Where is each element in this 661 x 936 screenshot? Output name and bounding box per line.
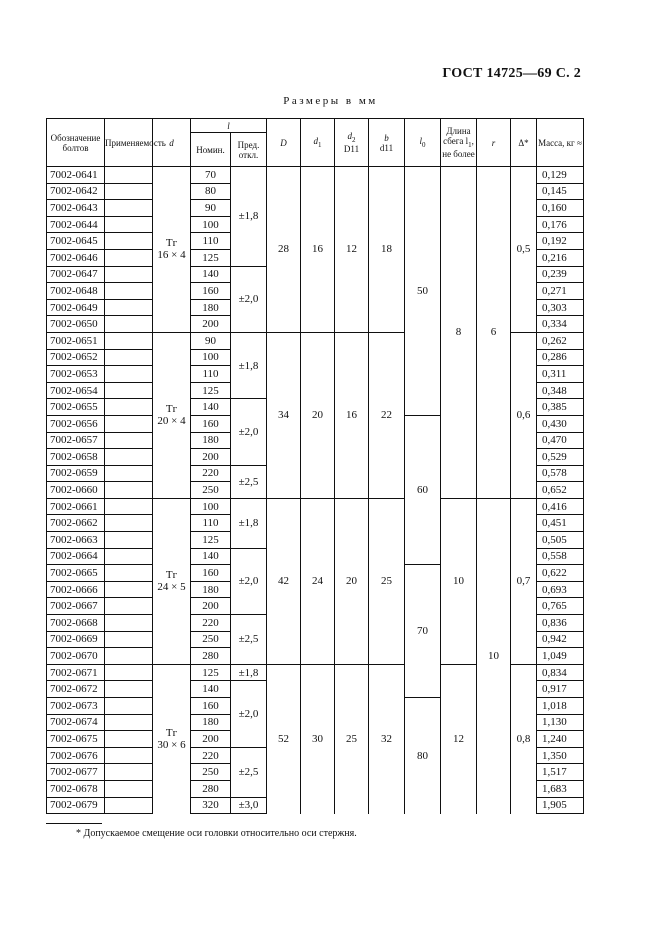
applicability-cell [105, 249, 153, 266]
applicability-cell [105, 747, 153, 764]
length-nominal: 200 [191, 449, 231, 466]
value-l0: 60 [405, 415, 441, 564]
length-nominal: 100 [191, 349, 231, 366]
applicability-cell [105, 200, 153, 217]
mass-value: 0,834 [537, 664, 584, 681]
applicability-cell [105, 382, 153, 399]
bolt-code: 7002-0647 [47, 266, 105, 283]
applicability-cell [105, 664, 153, 681]
bolt-code: 7002-0657 [47, 432, 105, 449]
bolt-code: 7002-0641 [47, 167, 105, 184]
applicability-cell [105, 233, 153, 250]
value-l0: 80 [405, 698, 441, 814]
value-ldev: ±1,8 [231, 167, 267, 267]
value-delta: 0,7 [511, 498, 537, 664]
mass-value: 0,334 [537, 316, 584, 333]
length-nominal: 140 [191, 399, 231, 416]
mass-value: 0,470 [537, 432, 584, 449]
mass-value: 0,529 [537, 449, 584, 466]
col-D: D [267, 119, 301, 167]
applicability-cell [105, 432, 153, 449]
value-r: 10 [477, 498, 511, 813]
length-nominal: 160 [191, 283, 231, 300]
applicability-cell [105, 266, 153, 283]
value-b: 22 [369, 332, 405, 498]
applicability-cell [105, 764, 153, 781]
length-nominal: 320 [191, 797, 231, 814]
applicability-cell [105, 349, 153, 366]
mass-value: 0,622 [537, 565, 584, 582]
length-nominal: 100 [191, 498, 231, 515]
applicability-cell [105, 598, 153, 615]
col-b: b d11 [369, 119, 405, 167]
bolt-code: 7002-0663 [47, 532, 105, 549]
applicability-cell [105, 515, 153, 532]
mass-value: 0,192 [537, 233, 584, 250]
length-nominal: 220 [191, 465, 231, 482]
value-ldev: ±1,8 [231, 498, 267, 548]
applicability-cell [105, 631, 153, 648]
col-delta: Δ* [511, 119, 537, 167]
bolt-code: 7002-0669 [47, 631, 105, 648]
bolt-code: 7002-0672 [47, 681, 105, 698]
footnote: * Допускаемое смещение оси головки относительно оси стержня. [76, 828, 357, 839]
bolt-code: 7002-0658 [47, 449, 105, 466]
length-nominal: 125 [191, 664, 231, 681]
bolt-code: 7002-0677 [47, 764, 105, 781]
thread-size: Тг 30 × 6 [153, 664, 191, 813]
bolt-code: 7002-0652 [47, 349, 105, 366]
applicability-cell [105, 714, 153, 731]
value-l0: 70 [405, 565, 441, 698]
length-nominal: 140 [191, 681, 231, 698]
mass-value: 1,018 [537, 698, 584, 715]
value-delta: 0,6 [511, 332, 537, 498]
value-ldev: ±2,5 [231, 615, 267, 665]
length-nominal: 200 [191, 598, 231, 615]
length-nominal: 140 [191, 548, 231, 565]
mass-value: 0,160 [537, 200, 584, 217]
bolt-code: 7002-0659 [47, 465, 105, 482]
length-nominal: 200 [191, 316, 231, 333]
mass-value: 0,303 [537, 299, 584, 316]
value-ldev: ±2,0 [231, 266, 267, 332]
col-runout: Длина сбега $l_1$, не более [441, 119, 477, 167]
value-delta: 0,8 [511, 664, 537, 813]
value-D: 42 [267, 498, 301, 664]
length-nominal: 125 [191, 249, 231, 266]
bolt-code: 7002-0674 [47, 714, 105, 731]
mass-value: 0,836 [537, 615, 584, 632]
thread-size: Тг 16 × 4 [153, 167, 191, 333]
applicability-cell [105, 780, 153, 797]
applicability-cell [105, 216, 153, 233]
mass-value: 0,942 [537, 631, 584, 648]
table-row [47, 167, 584, 184]
length-nominal: 280 [191, 780, 231, 797]
length-nominal: 90 [191, 332, 231, 349]
applicability-cell [105, 648, 153, 665]
mass-value: 0,176 [537, 216, 584, 233]
applicability-cell [105, 698, 153, 715]
applicability-cell [105, 681, 153, 698]
mass-value: 0,505 [537, 532, 584, 549]
mass-value: 1,683 [537, 780, 584, 797]
bolt-code: 7002-0660 [47, 482, 105, 499]
value-ldev: ±3,0 [231, 797, 267, 814]
table-row [47, 498, 584, 515]
applicability-cell [105, 482, 153, 499]
applicability-cell [105, 532, 153, 549]
col-l0: $l_0$ [405, 119, 441, 167]
value-d2: 20 [335, 498, 369, 664]
mass-value: 0,917 [537, 681, 584, 698]
bolt-code: 7002-0649 [47, 299, 105, 316]
mass-value: 1,240 [537, 731, 584, 748]
value-D: 34 [267, 332, 301, 498]
value-d2: 25 [335, 664, 369, 813]
value-b: 32 [369, 664, 405, 813]
mass-value: 0,765 [537, 598, 584, 615]
mass-value: 0,239 [537, 266, 584, 283]
applicability-cell [105, 565, 153, 582]
bolt-code: 7002-0646 [47, 249, 105, 266]
length-nominal: 160 [191, 415, 231, 432]
value-runout: 12 [441, 664, 477, 813]
length-nominal: 70 [191, 167, 231, 184]
col-r: r [477, 119, 511, 167]
bolt-code: 7002-0648 [47, 283, 105, 300]
length-nominal: 125 [191, 382, 231, 399]
mass-value: 0,578 [537, 465, 584, 482]
length-nominal: 250 [191, 764, 231, 781]
bolt-code: 7002-0643 [47, 200, 105, 217]
mass-value: 0,385 [537, 399, 584, 416]
col-d2: $d_2$ D11 [335, 119, 369, 167]
mass-value: 0,430 [537, 415, 584, 432]
bolt-code: 7002-0655 [47, 399, 105, 416]
length-nominal: 180 [191, 581, 231, 598]
col-designation: Обозначение болтов [47, 119, 105, 167]
bolt-code: 7002-0642 [47, 183, 105, 200]
value-ldev: ±1,8 [231, 664, 267, 681]
length-nominal: 220 [191, 747, 231, 764]
col-l-nom: Номин. [191, 133, 231, 167]
mass-value: 0,558 [537, 548, 584, 565]
bolt-code: 7002-0644 [47, 216, 105, 233]
bolt-code: 7002-0676 [47, 747, 105, 764]
length-nominal: 220 [191, 615, 231, 632]
mass-value: 0,451 [537, 515, 584, 532]
value-d2: 16 [335, 332, 369, 498]
length-nominal: 280 [191, 648, 231, 665]
value-ldev: ±2,5 [231, 747, 267, 797]
applicability-cell [105, 465, 153, 482]
length-nominal: 125 [191, 532, 231, 549]
applicability-cell [105, 167, 153, 184]
mass-value: 0,271 [537, 283, 584, 300]
mass-value: 0,286 [537, 349, 584, 366]
value-ldev: ±2,0 [231, 548, 267, 614]
bolt-code: 7002-0675 [47, 731, 105, 748]
value-ldev: ±2,0 [231, 681, 267, 747]
value-ldev: ±2,0 [231, 399, 267, 465]
value-d1: 30 [301, 664, 335, 813]
bolt-code: 7002-0662 [47, 515, 105, 532]
length-nominal: 80 [191, 183, 231, 200]
length-nominal: 250 [191, 482, 231, 499]
length-nominal: 110 [191, 366, 231, 383]
value-D: 28 [267, 167, 301, 333]
length-nominal: 180 [191, 432, 231, 449]
bolt-code: 7002-0650 [47, 316, 105, 333]
page-header: ГОСТ 14725—69 С. 2 [442, 66, 581, 81]
col-l: l [191, 119, 267, 133]
bolt-code: 7002-0666 [47, 581, 105, 598]
applicability-cell [105, 731, 153, 748]
length-nominal: 140 [191, 266, 231, 283]
mass-value: 1,905 [537, 797, 584, 814]
bolt-code: 7002-0654 [47, 382, 105, 399]
length-nominal: 100 [191, 216, 231, 233]
applicability-cell [105, 183, 153, 200]
mass-value: 1,049 [537, 648, 584, 665]
bolt-code: 7002-0678 [47, 780, 105, 797]
value-l0: 50 [405, 167, 441, 416]
thread-size: Тг 24 × 5 [153, 498, 191, 664]
bolt-code: 7002-0653 [47, 366, 105, 383]
col-applicability: Применяемость [105, 119, 153, 167]
bolt-code: 7002-0671 [47, 664, 105, 681]
bolt-dimensions-table [46, 118, 584, 814]
mass-value: 0,216 [537, 249, 584, 266]
bolt-code: 7002-0679 [47, 797, 105, 814]
bolt-code: 7002-0664 [47, 548, 105, 565]
length-nominal: 180 [191, 299, 231, 316]
value-b: 18 [369, 167, 405, 333]
mass-value: 0,145 [537, 183, 584, 200]
length-nominal: 180 [191, 714, 231, 731]
applicability-cell [105, 581, 153, 598]
mass-value: 0,311 [537, 366, 584, 383]
mass-value: 0,129 [537, 167, 584, 184]
value-runout: 8 [441, 167, 477, 499]
applicability-cell [105, 299, 153, 316]
mass-value: 0,348 [537, 382, 584, 399]
mass-value: 1,130 [537, 714, 584, 731]
units-caption: Размеры в мм [283, 95, 378, 107]
bolt-code: 7002-0673 [47, 698, 105, 715]
value-d1: 20 [301, 332, 335, 498]
applicability-cell [105, 797, 153, 814]
mass-value: 0,416 [537, 498, 584, 515]
applicability-cell [105, 548, 153, 565]
col-mass: Масса, кг ≈ [537, 119, 584, 167]
value-d1: 16 [301, 167, 335, 333]
applicability-cell [105, 316, 153, 333]
value-d1: 24 [301, 498, 335, 664]
length-nominal: 110 [191, 515, 231, 532]
value-D: 52 [267, 664, 301, 813]
length-nominal: 250 [191, 631, 231, 648]
applicability-cell [105, 366, 153, 383]
bolt-code: 7002-0665 [47, 565, 105, 582]
col-d1: $d_1$ [301, 119, 335, 167]
value-d2: 12 [335, 167, 369, 333]
applicability-cell [105, 498, 153, 515]
value-runout: 10 [441, 498, 477, 664]
value-b: 25 [369, 498, 405, 664]
mass-value: 0,262 [537, 332, 584, 349]
bolt-code: 7002-0661 [47, 498, 105, 515]
value-ldev: ±1,8 [231, 332, 267, 398]
bolt-code: 7002-0667 [47, 598, 105, 615]
col-l-dev: Пред. откл. [231, 133, 267, 167]
applicability-cell [105, 399, 153, 416]
applicability-cell [105, 415, 153, 432]
thread-size: Тг 20 × 4 [153, 332, 191, 498]
col-d: d [153, 119, 191, 167]
bolt-code: 7002-0656 [47, 415, 105, 432]
length-nominal: 160 [191, 698, 231, 715]
mass-value: 1,350 [537, 747, 584, 764]
bolt-code: 7002-0645 [47, 233, 105, 250]
applicability-cell [105, 615, 153, 632]
length-nominal: 160 [191, 565, 231, 582]
value-delta: 0,5 [511, 167, 537, 333]
length-nominal: 110 [191, 233, 231, 250]
bolt-code: 7002-0670 [47, 648, 105, 665]
applicability-cell [105, 449, 153, 466]
mass-value: 1,517 [537, 764, 584, 781]
mass-value: 0,693 [537, 581, 584, 598]
mass-value: 0,652 [537, 482, 584, 499]
footnote-rule [46, 823, 102, 824]
applicability-cell [105, 283, 153, 300]
length-nominal: 90 [191, 200, 231, 217]
length-nominal: 200 [191, 731, 231, 748]
value-ldev: ±2,5 [231, 465, 267, 498]
bolt-code: 7002-0668 [47, 615, 105, 632]
bolt-code: 7002-0651 [47, 332, 105, 349]
value-r: 6 [477, 167, 511, 499]
applicability-cell [105, 332, 153, 349]
